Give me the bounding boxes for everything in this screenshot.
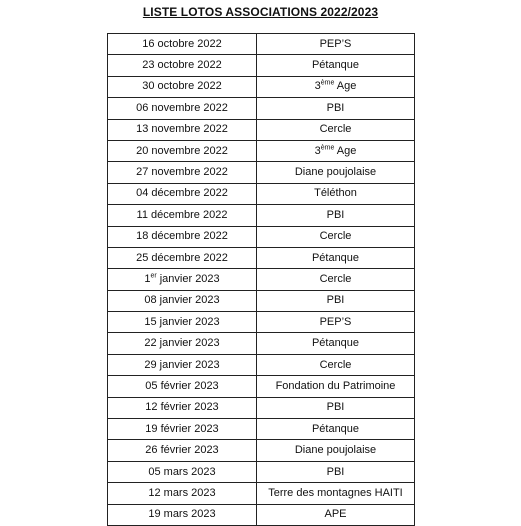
date-cell: 05 mars 2023 [108,461,257,482]
date-cell: 16 octobre 2022 [108,34,257,55]
date-cell: 25 décembre 2022 [108,247,257,268]
date-cell: 08 janvier 2023 [108,290,257,311]
association-cell: 3ème Age [257,76,415,97]
table-row [108,376,415,397]
table-row [108,183,415,204]
table-row [108,34,415,55]
lotos-schedule-table [107,33,415,526]
association-cell: Fondation du Patrimoine [257,376,415,397]
table-row [108,504,415,525]
table-row [108,419,415,440]
association-cell: Cercle [257,119,415,140]
association-cell: PEP’S [257,312,415,333]
table-row [108,162,415,183]
date-cell: 27 novembre 2022 [108,162,257,183]
table-row [108,440,415,461]
table-row [108,247,415,268]
document-title: LISTE LOTOS ASSOCIATIONS 2022/2023 [142,5,379,19]
table-row [108,226,415,247]
date-cell: 06 novembre 2022 [108,98,257,119]
date-cell: 11 décembre 2022 [108,205,257,226]
table-row [108,290,415,311]
table-row [108,140,415,161]
association-cell: Diane poujolaise [257,162,415,183]
association-cell: Cercle [257,354,415,375]
association-cell: PBI [257,290,415,311]
date-cell: 12 mars 2023 [108,483,257,504]
date-cell: 1er janvier 2023 [108,269,257,290]
date-cell: 30 octobre 2022 [108,76,257,97]
table-row [108,98,415,119]
date-cell: 18 décembre 2022 [108,226,257,247]
association-cell: Pétanque [257,247,415,268]
association-cell: Téléthon [257,183,415,204]
date-cell: 19 mars 2023 [108,504,257,525]
table-row [108,119,415,140]
date-cell: 22 janvier 2023 [108,333,257,354]
association-cell: PEP’S [257,34,415,55]
table-row [108,312,415,333]
association-cell: PBI [257,461,415,482]
table-row [108,269,415,290]
association-cell: Pétanque [257,419,415,440]
association-cell: Pétanque [257,333,415,354]
date-cell: 19 février 2023 [108,419,257,440]
table-row [108,354,415,375]
association-cell: Pétanque [257,55,415,76]
date-cell: 15 janvier 2023 [108,312,257,333]
association-cell: PBI [257,98,415,119]
association-cell: APE [257,504,415,525]
association-cell: Cercle [257,226,415,247]
date-cell: 04 décembre 2022 [108,183,257,204]
table-row [108,55,415,76]
date-cell: 20 novembre 2022 [108,140,257,161]
table-row [108,461,415,482]
association-cell: 3ème Age [257,140,415,161]
table-row [108,205,415,226]
association-cell: Diane poujolaise [257,440,415,461]
date-cell: 29 janvier 2023 [108,354,257,375]
date-cell: 13 novembre 2022 [108,119,257,140]
association-cell: Cercle [257,269,415,290]
table-row [108,333,415,354]
date-cell: 26 février 2023 [108,440,257,461]
date-cell: 12 février 2023 [108,397,257,418]
association-cell: PBI [257,397,415,418]
table-row [108,397,415,418]
date-cell: 05 février 2023 [108,376,257,397]
association-cell: PBI [257,205,415,226]
association-cell: Terre des montagnes HAITI [257,483,415,504]
date-cell: 23 octobre 2022 [108,55,257,76]
table-row [108,76,415,97]
table-row [108,483,415,504]
